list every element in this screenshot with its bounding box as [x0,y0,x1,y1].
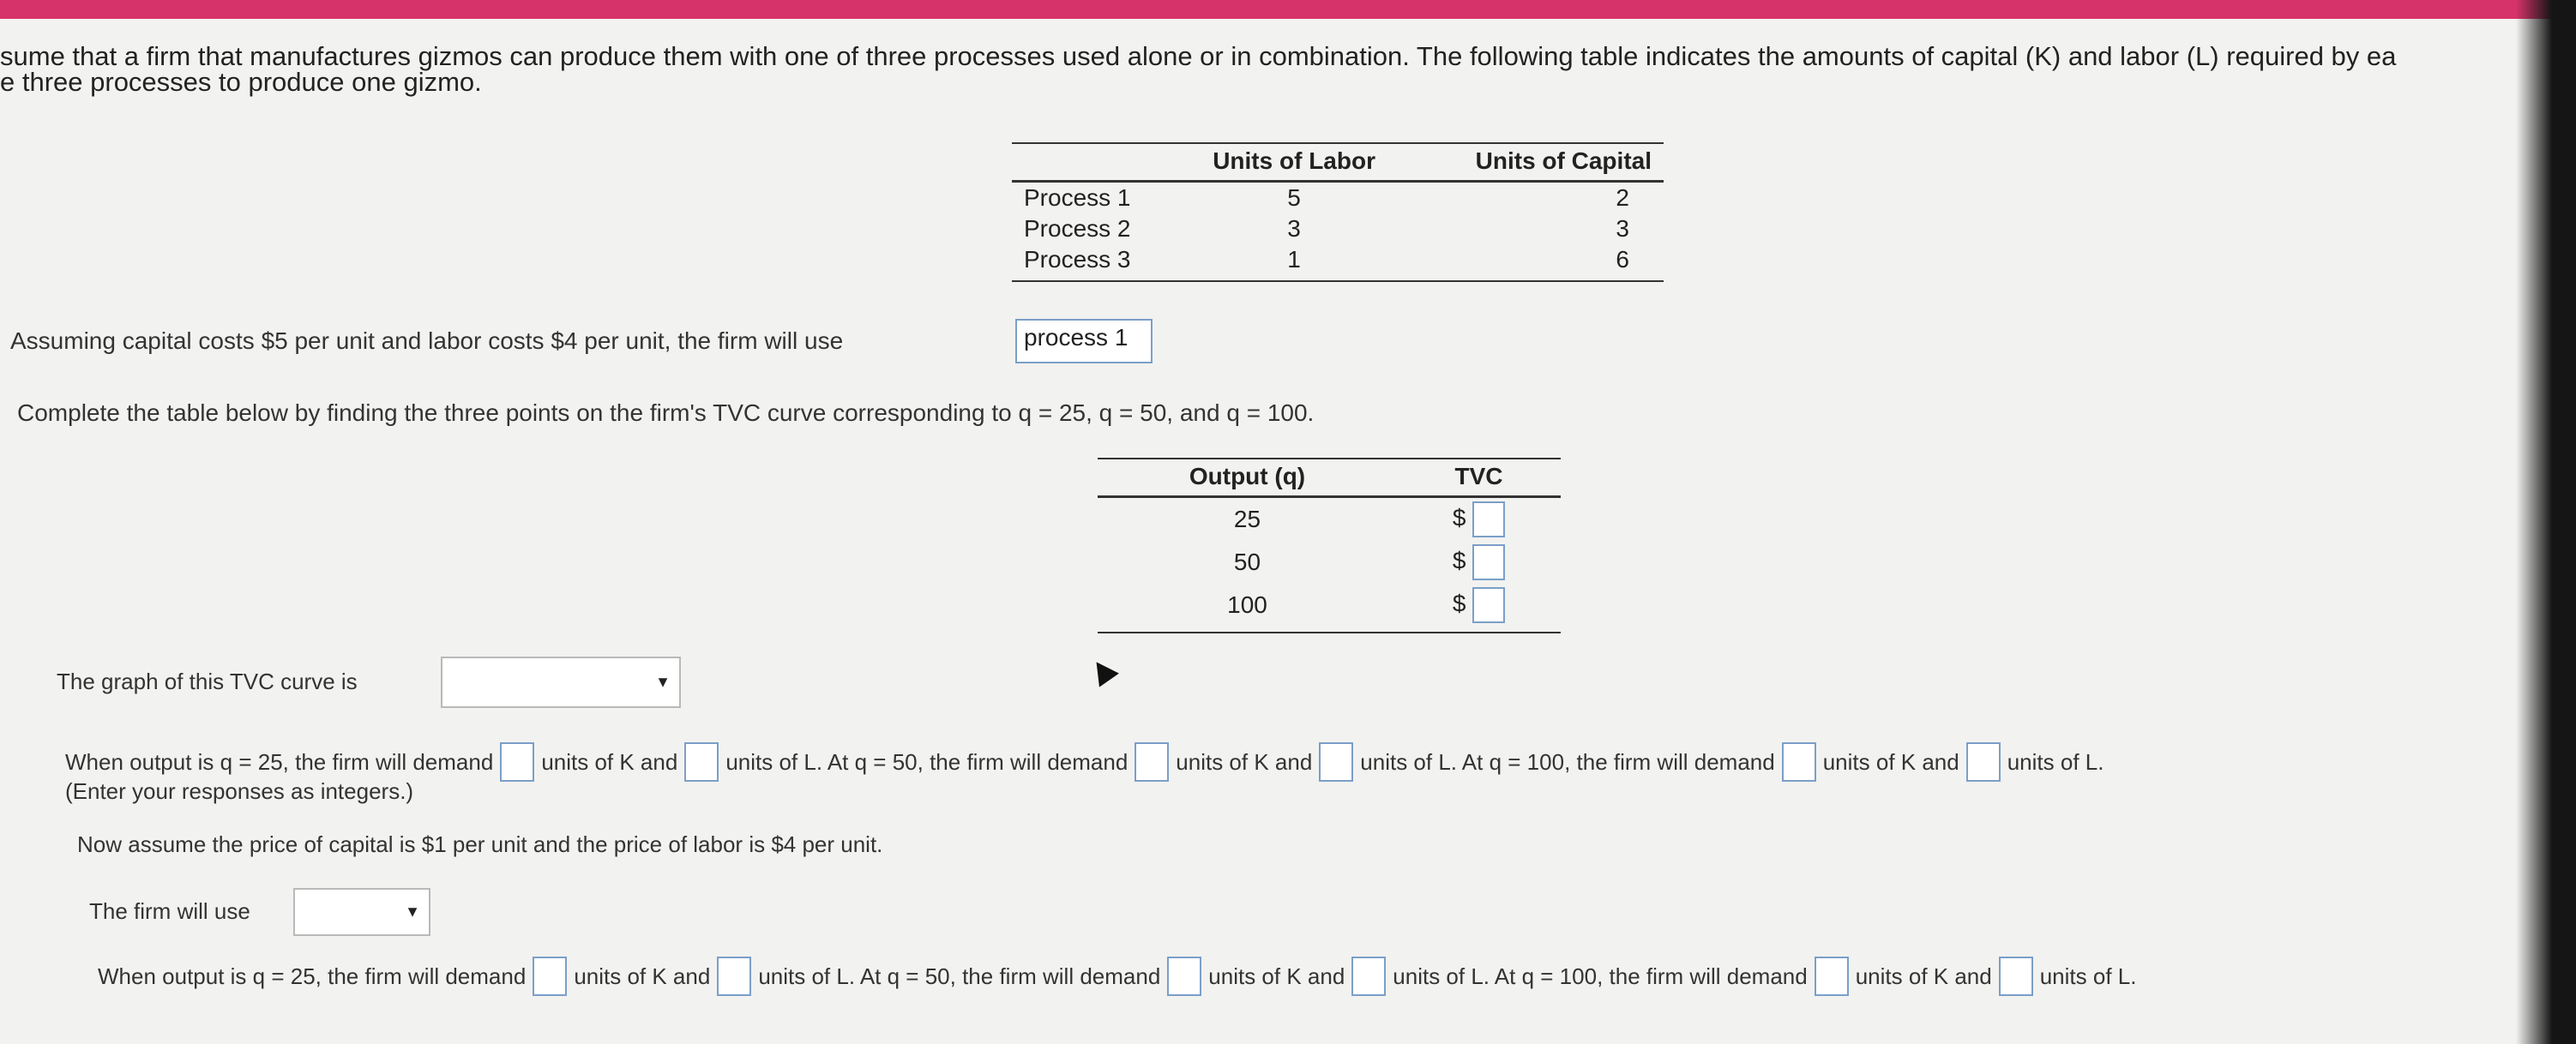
now-assume-text: Now assume the price of capital is $1 per unit and the price of labor is $4 per unit. [77,831,883,857]
tvc-cell [1397,497,1561,542]
tvc-graph-dropdown[interactable] [441,657,681,708]
k-input-q25[interactable] [500,742,534,782]
demand-sentence-2 [98,957,2136,996]
capital-value: 2 [1616,184,1629,211]
demand-text: units of K and [1822,748,1959,775]
demand-text: units of K and [1208,963,1345,989]
l-input-q50[interactable] [1319,742,1353,782]
demand-sentence-1 [65,742,2104,782]
demand-text: units of L. [2007,748,2104,775]
top-accent-bar [0,0,2576,19]
demand-text: units of K and [541,748,678,775]
tvc-cell [1397,584,1561,633]
output-header: Output (q) [1098,459,1397,497]
demand-text: units of L. At q = 100, the firm will demand [1360,748,1775,775]
demand-text: When output is q = 25, the firm will demand [98,963,527,989]
l-input-q25[interactable] [717,957,751,996]
capital-header: Units of Capital [1411,143,1664,182]
chevron-down-icon: ▼ [655,673,671,691]
labor-value: 1 [1177,244,1411,281]
k-input-q50[interactable] [1167,957,1201,996]
output-value: 100 [1098,584,1397,633]
currency-label: $ [1452,547,1466,574]
output-value: 25 [1233,506,1261,532]
labor-value: 3 [1287,215,1301,242]
table-row [1098,497,1561,542]
process-answer-field[interactable]: process 1 [1015,319,1153,363]
k-input-q25[interactable] [533,957,567,996]
q3-prompt: The graph of this TVC curve is [57,669,358,694]
k-input-q100[interactable] [1782,742,1816,782]
table-row [1012,213,1664,244]
demand-text: units of K and [1176,748,1313,775]
demand-text: When output is q = 25, the firm will demand [65,748,494,775]
tvc-table [1098,458,1561,633]
integer-note: (Enter your responses as integers.) [65,778,414,804]
mouse-cursor-icon [1086,655,1119,687]
screen-edge-shadow [2516,0,2576,1044]
demand-text: units of L. [2039,963,2137,989]
process-name: Process 2 [1024,215,1131,242]
demand-text: units of K and [1855,963,1992,989]
intro-line-1: sume that a firm that manufactures gizmos can produce them with one of three processes used alone or in combination. The following table indicates the amounts of capital (K) and labor (L) required by ea [0,41,2397,71]
tvc-cell [1397,541,1561,584]
l-input-q100[interactable] [1999,957,2033,996]
l-input-q50[interactable] [1351,957,1386,996]
tvc-input[interactable] [1472,544,1505,580]
l-input-q100[interactable] [1966,742,2001,782]
capital-value: 6 [1411,244,1664,281]
currency-label: $ [1452,590,1466,617]
l-input-q25[interactable] [684,742,719,782]
table-row [1012,244,1664,281]
q5-prompt: The firm will use [89,898,250,924]
table-row [1098,584,1561,633]
process-table [1012,142,1664,282]
table-row [1012,182,1664,214]
labor-value: 5 [1287,184,1301,211]
capital-value: 3 [1616,215,1629,242]
process-dropdown[interactable] [293,888,430,936]
demand-text: units of L. At q = 100, the firm will demand [1393,963,1808,989]
process-header-blank [1012,143,1177,182]
tvc-input[interactable] [1472,501,1505,537]
k-input-q100[interactable] [1815,957,1849,996]
output-value: 50 [1233,549,1261,575]
currency-label: $ [1452,504,1466,531]
labor-header: Units of Labor [1177,143,1411,182]
q1-prompt: Assuming capital costs $5 per unit and labor costs $4 per unit, the firm will use [10,327,844,354]
intro-line-2: e three processes to produce one gizmo. [0,67,482,97]
tvc-input[interactable] [1472,587,1505,623]
process-name: Process 3 [1012,244,1177,281]
k-input-q50[interactable] [1135,742,1169,782]
tvc-header: TVC [1397,459,1561,497]
q2-prompt: Complete the table below by finding the three points on the firm's TVC curve corresponding to q = 25, q = 50, and q = 100. [17,399,1315,426]
chevron-down-icon: ▼ [405,903,420,921]
demand-text: units of K and [574,963,711,989]
demand-text: units of L. At q = 50, the firm will demand [758,963,1161,989]
table-row [1098,541,1561,584]
process-name: Process 1 [1024,184,1131,211]
demand-text: units of L. At q = 50, the firm will demand [725,748,1129,775]
